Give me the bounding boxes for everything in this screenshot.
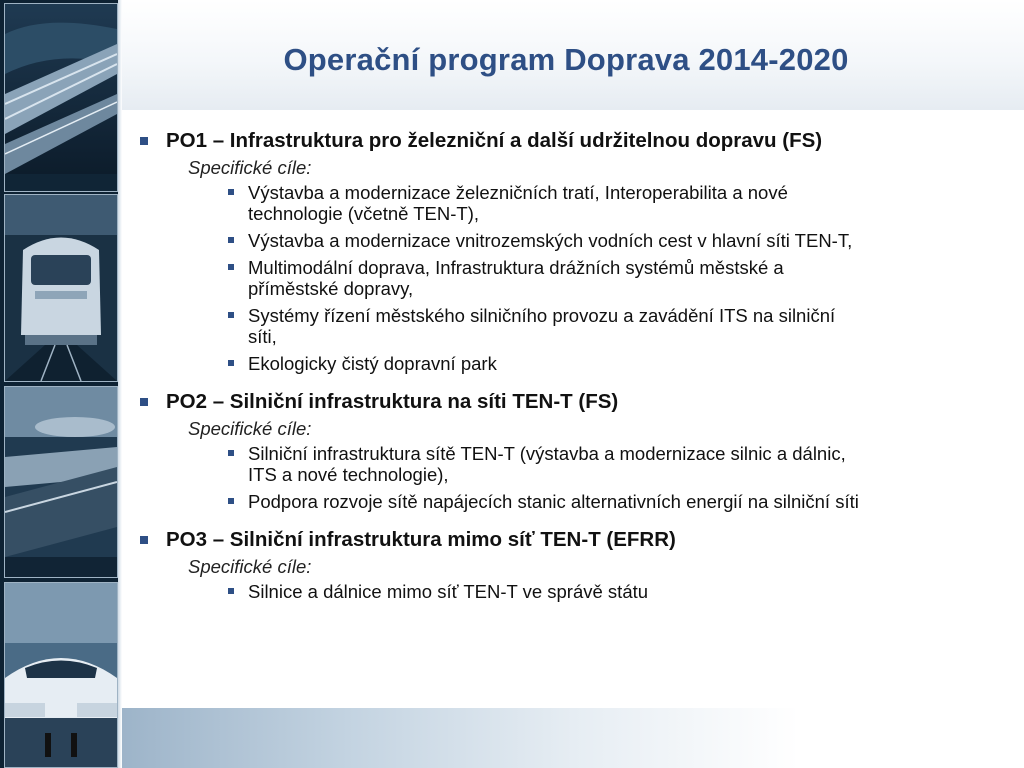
sub-label: Specifické cíle:: [188, 157, 312, 178]
square-bullet-icon: [140, 536, 148, 544]
section-heading: PO2 – Silniční infrastruktura na síti TEN-T (FS): [140, 389, 1010, 415]
slide-title: Operační program Doprava 2014-2020: [283, 42, 849, 77]
objective-list: [140, 581, 1010, 602]
square-bullet-icon: [140, 398, 148, 406]
small-square-bullet-icon: [228, 450, 234, 456]
list-item: Silniční infrastruktura sítě TEN-T (výstavba a modernizace silnic a dálnic, ITS a nové technologie),: [140, 443, 1010, 485]
list-item: Multimodální doprava, Infrastruktura drážních systémů městské a příměstské dopravy,: [140, 257, 1010, 299]
highway-photo: [4, 3, 118, 192]
train-photo: [4, 194, 118, 382]
slide-content: [140, 128, 1010, 617]
photo-strip: [0, 0, 118, 768]
section-heading: PO3 – Silniční infrastruktura mimo síť TEN-T (EFRR): [140, 527, 1010, 553]
strip-divider: [118, 0, 122, 768]
sub-label: Specifické cíle:: [188, 556, 312, 577]
small-square-bullet-icon: [228, 498, 234, 504]
section-po3: [140, 527, 1010, 602]
small-square-bullet-icon: [228, 588, 234, 594]
list-item: Podpora rozvoje sítě napájecích stanic alternativních energií na silniční síti: [140, 491, 1010, 512]
sub-label: Specifické cíle:: [188, 418, 312, 439]
objective-list: [140, 443, 1010, 512]
small-square-bullet-icon: [228, 264, 234, 270]
list-item: Silnice a dálnice mimo síť TEN-T ve správě státu: [140, 581, 1010, 602]
small-square-bullet-icon: [228, 237, 234, 243]
section-po2: [140, 389, 1010, 512]
square-bullet-icon: [140, 137, 148, 145]
list-item: Systémy řízení městského silničního provozu a zavádění ITS na silniční síti,: [140, 305, 1010, 347]
section-heading: PO1 – Infrastruktura pro železniční a další udržitelnou dopravu (FS): [140, 128, 1010, 154]
list-item: Výstavba a modernizace železničních tratí, Interoperabilita a nové technologie (včetně TEN-T),: [140, 182, 1010, 224]
footer-band: [122, 708, 1024, 768]
list-item: Výstavba a modernizace vnitrozemských vodních cest v hlavní síti TEN-T,: [140, 230, 1010, 251]
waterway-photo: [4, 386, 118, 578]
small-square-bullet-icon: [228, 360, 234, 366]
section-po1: [140, 128, 1010, 374]
small-square-bullet-icon: [228, 312, 234, 318]
objective-list: [140, 182, 1010, 374]
small-square-bullet-icon: [228, 189, 234, 195]
list-item: Ekologicky čistý dopravní park: [140, 353, 1010, 374]
airplane-photo: [4, 582, 118, 768]
